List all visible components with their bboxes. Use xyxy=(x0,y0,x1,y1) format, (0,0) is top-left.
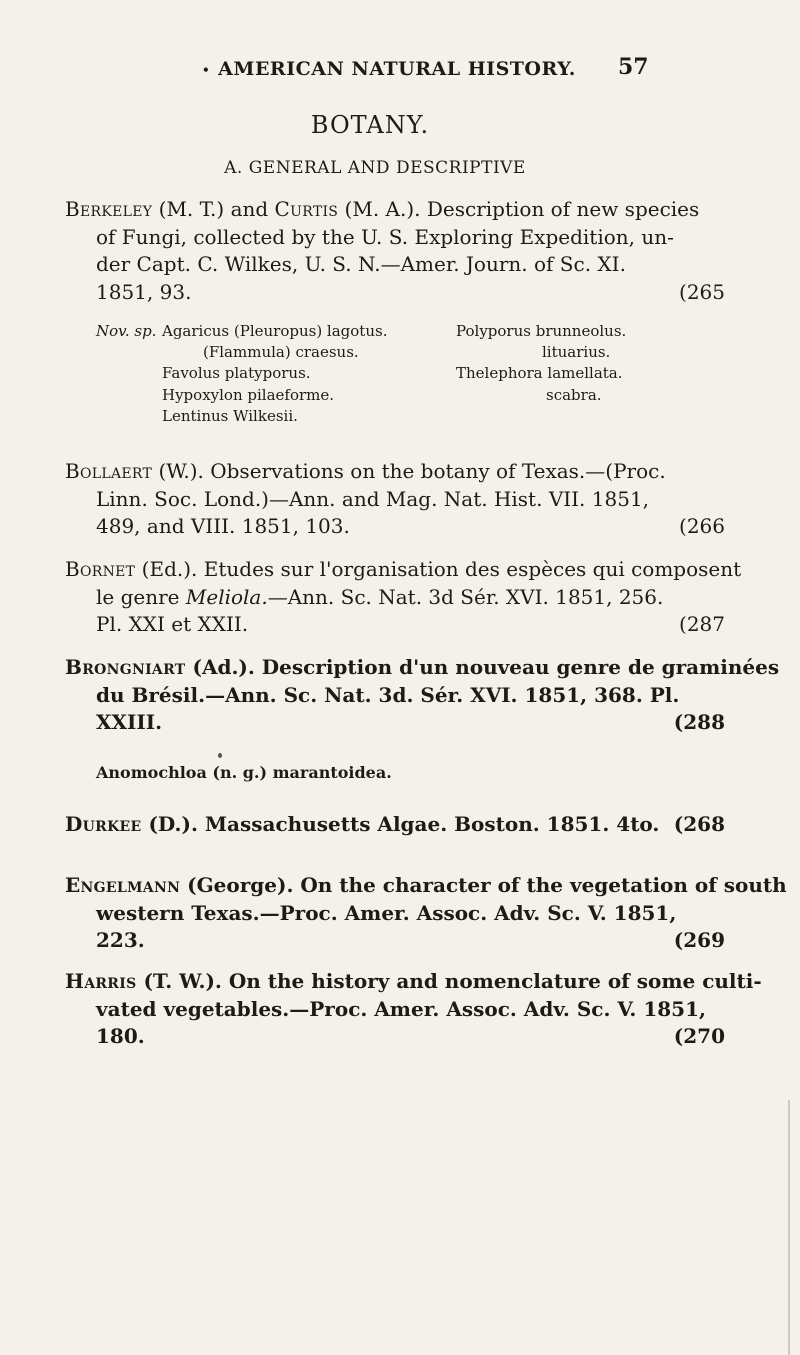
entry-number: (268 xyxy=(673,812,725,836)
author-name: Brongniart xyxy=(65,655,186,679)
entry-line xyxy=(65,1023,725,1051)
entry-text: (M. A.). Description of new species xyxy=(338,197,700,221)
author-name: Curtis xyxy=(274,197,339,221)
entry-line xyxy=(65,196,725,224)
nov-sp-label: Nov. sp. xyxy=(96,322,157,340)
entry-text: Pl. XXI et XXII. xyxy=(96,612,249,636)
bibliography-entry xyxy=(65,196,725,306)
entry-line: Linn. Soc. Lond.)—Ann. and Mag. Nat. Hist. VII. 1851, xyxy=(96,486,650,511)
entry-number: (287 xyxy=(679,612,725,636)
entry-number: (288 xyxy=(673,710,725,734)
entry-text: (Ad.). Description d'un nouveau genre de graminées xyxy=(185,655,780,679)
page-edge-shadow xyxy=(788,1100,790,1355)
entry-line: der Capt. C. Wilkes, U. S. N.—Amer. Journ. of Sc. XI. xyxy=(96,252,626,276)
species-item: Hypoxylon pilaeforme. xyxy=(162,386,335,404)
species-item: Lentinus Wilkesii. xyxy=(162,407,298,425)
author-name: Bornet xyxy=(65,557,136,581)
bibliography-entry xyxy=(65,458,725,541)
entry-line xyxy=(65,513,725,541)
entry-text: XXIII. xyxy=(96,710,163,734)
species-item: (Flammula) craesus. xyxy=(203,343,359,361)
entry-text: (George). On the character of the vegetation of south xyxy=(180,873,787,897)
species-item: lituarius. xyxy=(542,343,611,361)
subsection-title: A. GENERAL AND DESCRIPTIVE xyxy=(224,158,526,178)
species-item: Thelephora lamellata. xyxy=(456,364,623,382)
author-name: Harris xyxy=(65,969,137,993)
bibliography-entry xyxy=(65,556,742,639)
author-name: Bollaert xyxy=(65,459,153,483)
entry-line xyxy=(65,611,725,639)
entry-line xyxy=(65,654,780,682)
running-head xyxy=(202,58,576,80)
entry-text: 180. xyxy=(96,1024,145,1048)
author-name: Engelmann xyxy=(65,873,181,897)
entry-line xyxy=(65,872,787,900)
entry-text: (Ed.). Etudes sur l'organisation des espèces qui composent xyxy=(135,557,742,581)
bibliography-entry xyxy=(65,872,787,955)
entry-text: 223. xyxy=(96,928,145,952)
entry-line: vated vegetables.—Proc. Amer. Assoc. Adv. Sc. V. 1851, xyxy=(96,996,706,1021)
entry-line xyxy=(65,458,725,486)
entry-line xyxy=(65,279,725,307)
ink-dot xyxy=(218,753,222,758)
entry-number: (266 xyxy=(679,514,725,538)
entry-text: (M. T.) and xyxy=(152,197,275,221)
genus-note: Anomochloa (n. g.) marantoidea. xyxy=(96,763,392,782)
entry-text: —Ann. Sc. Nat. 3d Sér. XVI. 1851, 256. xyxy=(267,584,664,609)
entry-line: of Fungi, collected by the U. S. Exploring Expedition, un- xyxy=(96,224,674,249)
entry-line xyxy=(65,584,725,612)
entry-line xyxy=(65,927,725,955)
entry-text: (W.). Observations on the botany of Texas.—(Proc. xyxy=(152,459,666,483)
entry-line xyxy=(65,709,725,737)
author-name: Durkee xyxy=(65,812,142,836)
entry-number: (270 xyxy=(673,1024,725,1048)
running-head-text: AMERICAN NATURAL HISTORY. xyxy=(218,58,576,80)
section-title: BOTANY. xyxy=(310,111,430,139)
species-item: Polyporus brunneolus. xyxy=(456,322,627,340)
entry-text: 489, and VIII. 1851, 103. xyxy=(96,514,350,538)
entry-text: (T. W.). On the history and nomenclature of some culti- xyxy=(136,969,762,993)
species-item: Favolus platyporus. xyxy=(162,364,311,382)
entry-number: (269 xyxy=(673,928,725,952)
entry-line: western Texas.—Proc. Amer. Assoc. Adv. Sc. V. 1851, xyxy=(96,900,677,925)
entry-line xyxy=(65,968,762,996)
entry-number: (265 xyxy=(679,279,725,304)
entry-line: du Brésil.—Ann. Sc. Nat. 3d. Sér. XVI. 1851, 368. Pl. xyxy=(96,682,680,707)
entry-line xyxy=(65,811,725,839)
bibliography-entry xyxy=(65,654,780,737)
species-item: Agaricus (Pleuropus) lagotus. xyxy=(162,322,388,340)
bibliography-entry xyxy=(65,968,762,1051)
species-item: scabra. xyxy=(546,386,602,404)
bibliography-entry xyxy=(65,811,725,839)
entry-text: le genre xyxy=(96,584,186,609)
entry-text: (D.). Massachusetts Algae. Boston. 1851. 4to. xyxy=(141,812,660,836)
entry-line xyxy=(65,556,742,584)
entry-text: 1851, 93. xyxy=(96,279,192,304)
bullet-icon: • xyxy=(202,63,211,77)
author-name: Berkeley xyxy=(65,197,153,221)
page-number: 57 xyxy=(618,54,649,80)
genus-name: Meliola. xyxy=(185,584,268,609)
